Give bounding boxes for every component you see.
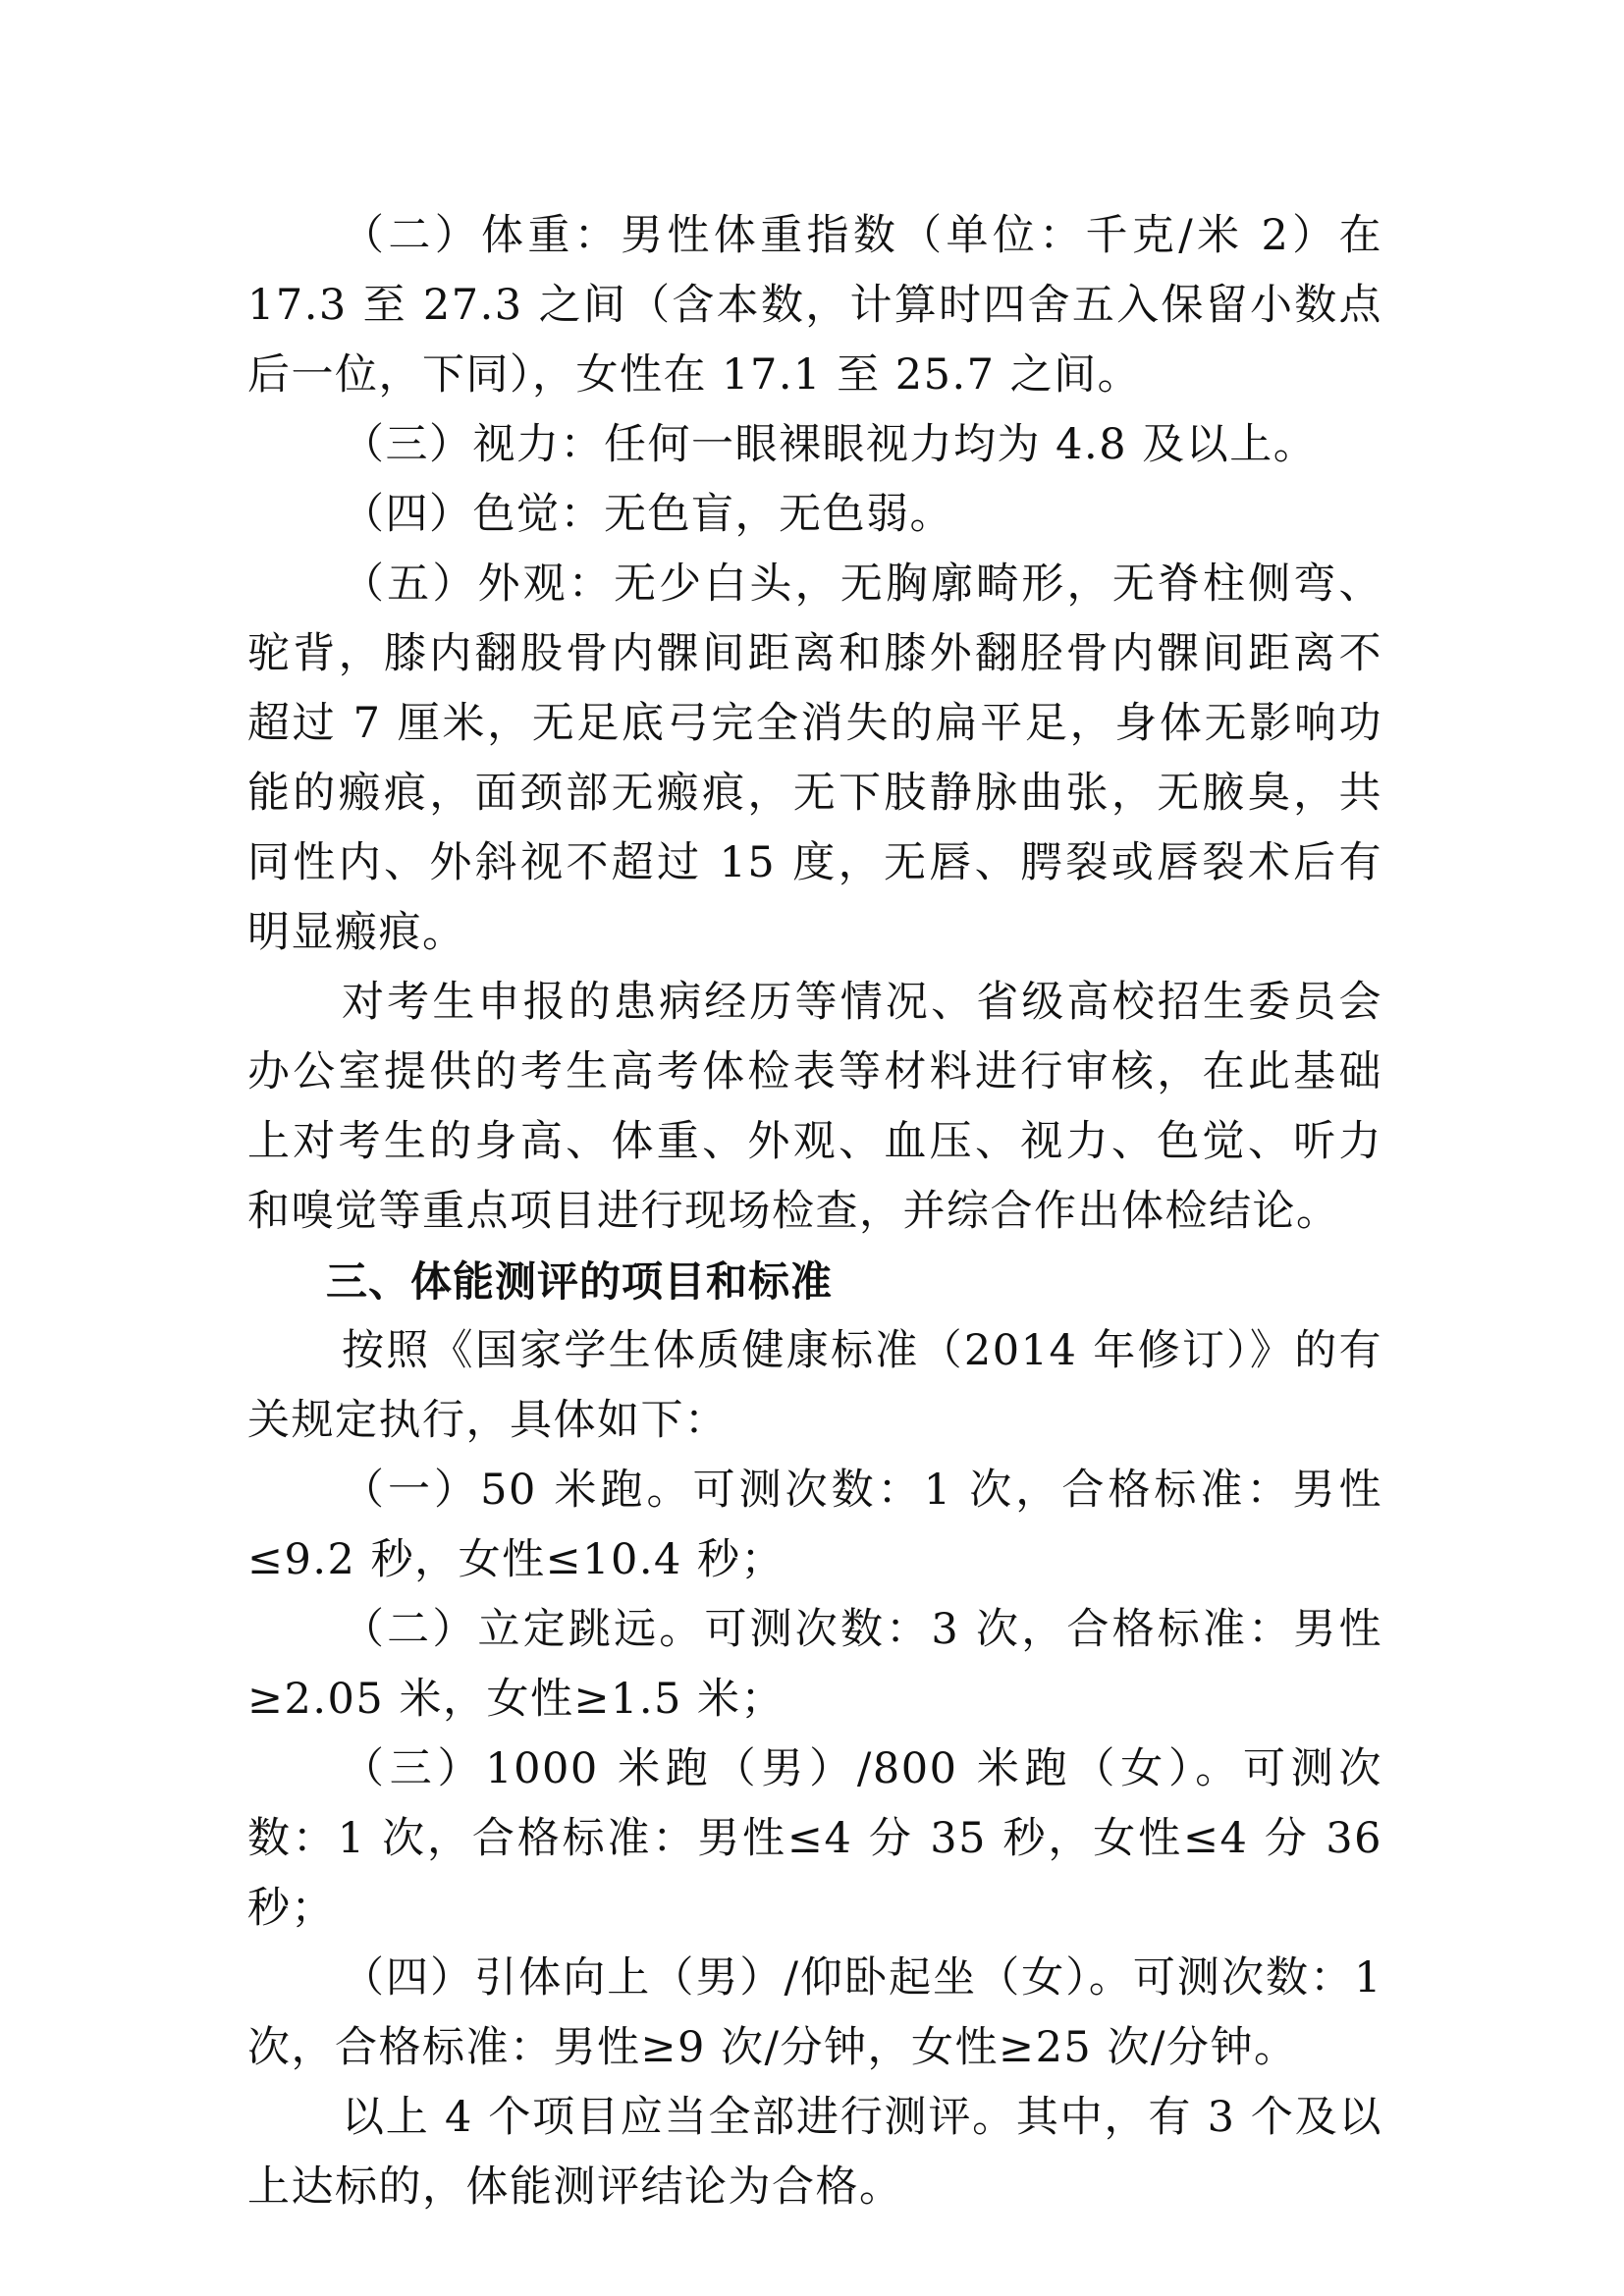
paragraph-review: 对考生申报的患病经历等情况、省级高校招生委员会办公室提供的考生高考体检表等材料进行审核，在此基础上对考生的身高、体重、外观、血压、视力、色觉、听力和嗅觉等重点项目进行现场检查，并综合作出体检结论。 bbox=[247, 978, 1382, 1236]
paragraph-weight: （二）体重：男性体重指数（单位：千克/米 2）在 17.3 至 27.3 之间（含本数，计算时四舍五入保留小数点后一位，下同），女性在 17.1 至 25.7 之间。 bbox=[247, 211, 1382, 400]
paragraph-color-vision: （四）色觉：无色盲，无色弱。 bbox=[342, 490, 953, 539]
paragraph-standard-intro: 按照《国家学生体质健康标准（2014 年修订）》的有关规定执行，具体如下： bbox=[247, 1326, 1382, 1445]
paragraph-conclusion: 以上 4 个项目应当全部进行测评。其中，有 3 个及以上达标的，体能测评结论为合格。 bbox=[247, 2093, 1382, 2212]
document-body bbox=[247, 201, 1382, 2222]
paragraph-50m-run: （一）50 米跑。可测次数：1 次，合格标准：男性≤9.2 秒，女性≤10.4 秒； bbox=[247, 1466, 1382, 1584]
paragraph-pullup-situp: （四）引体向上（男）/仰卧起坐（女）。可测次数：1 次，合格标准：男性≥9 次/分钟，女性≥25 次/分钟。 bbox=[247, 1953, 1382, 2072]
paragraph-long-jump: （二）立定跳远。可测次数：3 次，合格标准：男性≥2.05 米，女性≥1.5 米； bbox=[247, 1605, 1382, 1724]
paragraph-vision: （三）视力：任何一眼裸眼视力均为 4.8 及以上。 bbox=[342, 420, 1318, 469]
paragraph-appearance: （五）外观：无少白头，无胸廓畸形，无脊柱侧弯、驼背，膝内翻股骨内髁间距离和膝外翻胫骨内髁间距离不超过 7 厘米，无足底弓完全消失的扁平足，身体无影响功能的瘢痕，面颈部无瘢痕，无下肢静脉曲张，无腋臭，共同性内、外斜视不超过 15 度，无唇、腭裂或唇裂术后有明显瘢痕。 bbox=[247, 560, 1382, 957]
section-heading: 三、体能测评的项目和标准 bbox=[326, 1257, 834, 1306]
paragraph-endurance-run: （三）1000 米跑（男）/800 米跑（女）。可测次数：1 次，合格标准：男性≤4 分 35 秒，女性≤4 分 36 秒； bbox=[247, 1744, 1382, 1933]
